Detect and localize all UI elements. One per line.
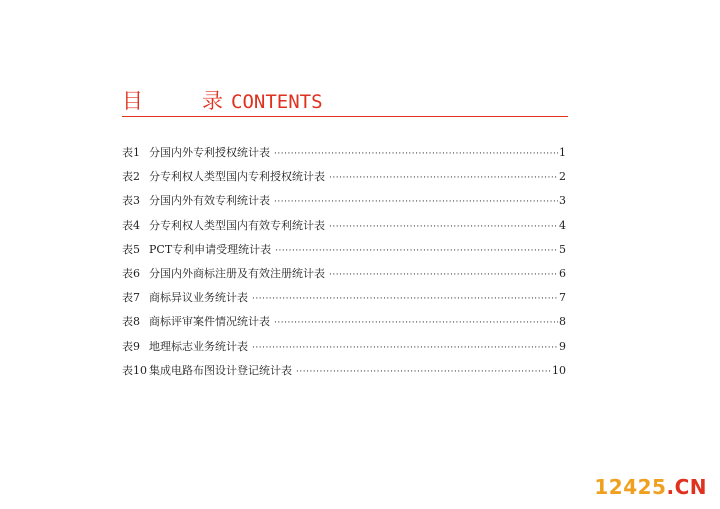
toc-header — [122, 86, 568, 116]
toc-leader-dots — [274, 147, 558, 161]
toc-item-title: 地理标志业务统计表 — [149, 339, 248, 353]
toc-item-2[interactable] — [122, 170, 566, 194]
toc-item-title: 分专利权人类型国内有效专利统计表 — [149, 218, 325, 232]
toc-item-title: 分国内外商标注册及有效注册统计表 — [149, 266, 325, 280]
title-cn-lu: 录 — [202, 89, 223, 113]
title-cn-mu: 目 — [122, 89, 143, 113]
toc-leader-dots — [274, 316, 558, 330]
toc-leader-dots — [296, 365, 551, 379]
toc-item-8[interactable] — [122, 315, 566, 339]
toc-item-number: 表9 — [122, 339, 140, 353]
toc-item-3[interactable] — [122, 194, 566, 218]
watermark-number: 12425 — [594, 475, 667, 499]
toc-item-number: 表5 — [122, 242, 140, 256]
toc-leader-dots — [252, 292, 558, 306]
title-en: CONTENTS — [231, 91, 323, 113]
toc-leader-dots — [275, 244, 558, 258]
toc-item-page: 8 — [559, 315, 566, 329]
toc-item-page: 6 — [559, 266, 566, 280]
toc-item-page: 4 — [559, 218, 566, 232]
toc-item-title: 集成电路布图设计登记统计表 — [149, 363, 292, 377]
toc-item-number: 表3 — [122, 194, 140, 208]
toc-item-page: 10 — [552, 363, 566, 377]
toc-item-5[interactable] — [122, 243, 566, 267]
toc-item-page: 7 — [559, 291, 566, 305]
toc-leader-dots — [329, 220, 558, 234]
page-title — [122, 86, 323, 117]
watermark-suffix: CN — [674, 475, 707, 499]
toc-item-7[interactable] — [122, 291, 566, 315]
toc-item-4[interactable] — [122, 219, 566, 243]
toc-item-number: 表2 — [122, 170, 140, 184]
toc-item-number: 表6 — [122, 266, 140, 280]
toc-item-6[interactable] — [122, 267, 566, 291]
site-watermark — [594, 475, 707, 499]
toc-item-title: 分专利权人类型国内专利授权统计表 — [149, 170, 325, 184]
toc-item-page: 5 — [559, 242, 566, 256]
toc-item-title: 分国内外有效专利统计表 — [149, 194, 270, 208]
toc-item-page: 2 — [559, 170, 566, 184]
toc-leader-dots — [252, 341, 558, 355]
toc-item-10[interactable] — [122, 364, 566, 388]
toc-item-1[interactable] — [122, 146, 566, 170]
toc-item-title: 商标异议业务统计表 — [149, 291, 248, 305]
toc-leader-dots — [329, 171, 558, 185]
toc-item-number: 表4 — [122, 218, 140, 232]
toc-item-number: 表7 — [122, 291, 140, 305]
toc-item-page: 3 — [559, 194, 566, 208]
toc-item-number: 表8 — [122, 315, 140, 329]
toc-item-title: 分国内外专利授权统计表 — [149, 146, 270, 159]
toc-list — [122, 146, 566, 388]
toc-leader-dots — [274, 195, 558, 209]
toc-item-9[interactable] — [122, 340, 566, 364]
toc-leader-dots — [329, 268, 558, 282]
toc-item-page: 1 — [559, 146, 566, 159]
toc-item-number: 表1 — [122, 146, 140, 159]
toc-item-page: 9 — [559, 339, 566, 353]
toc-item-title: PCT专利申请受理统计表 — [149, 242, 272, 256]
title-divider — [122, 116, 568, 117]
toc-item-number: 表10 — [122, 363, 147, 377]
toc-item-title: 商标评审案件情况统计表 — [149, 315, 270, 329]
watermark-dot: . — [666, 475, 675, 499]
